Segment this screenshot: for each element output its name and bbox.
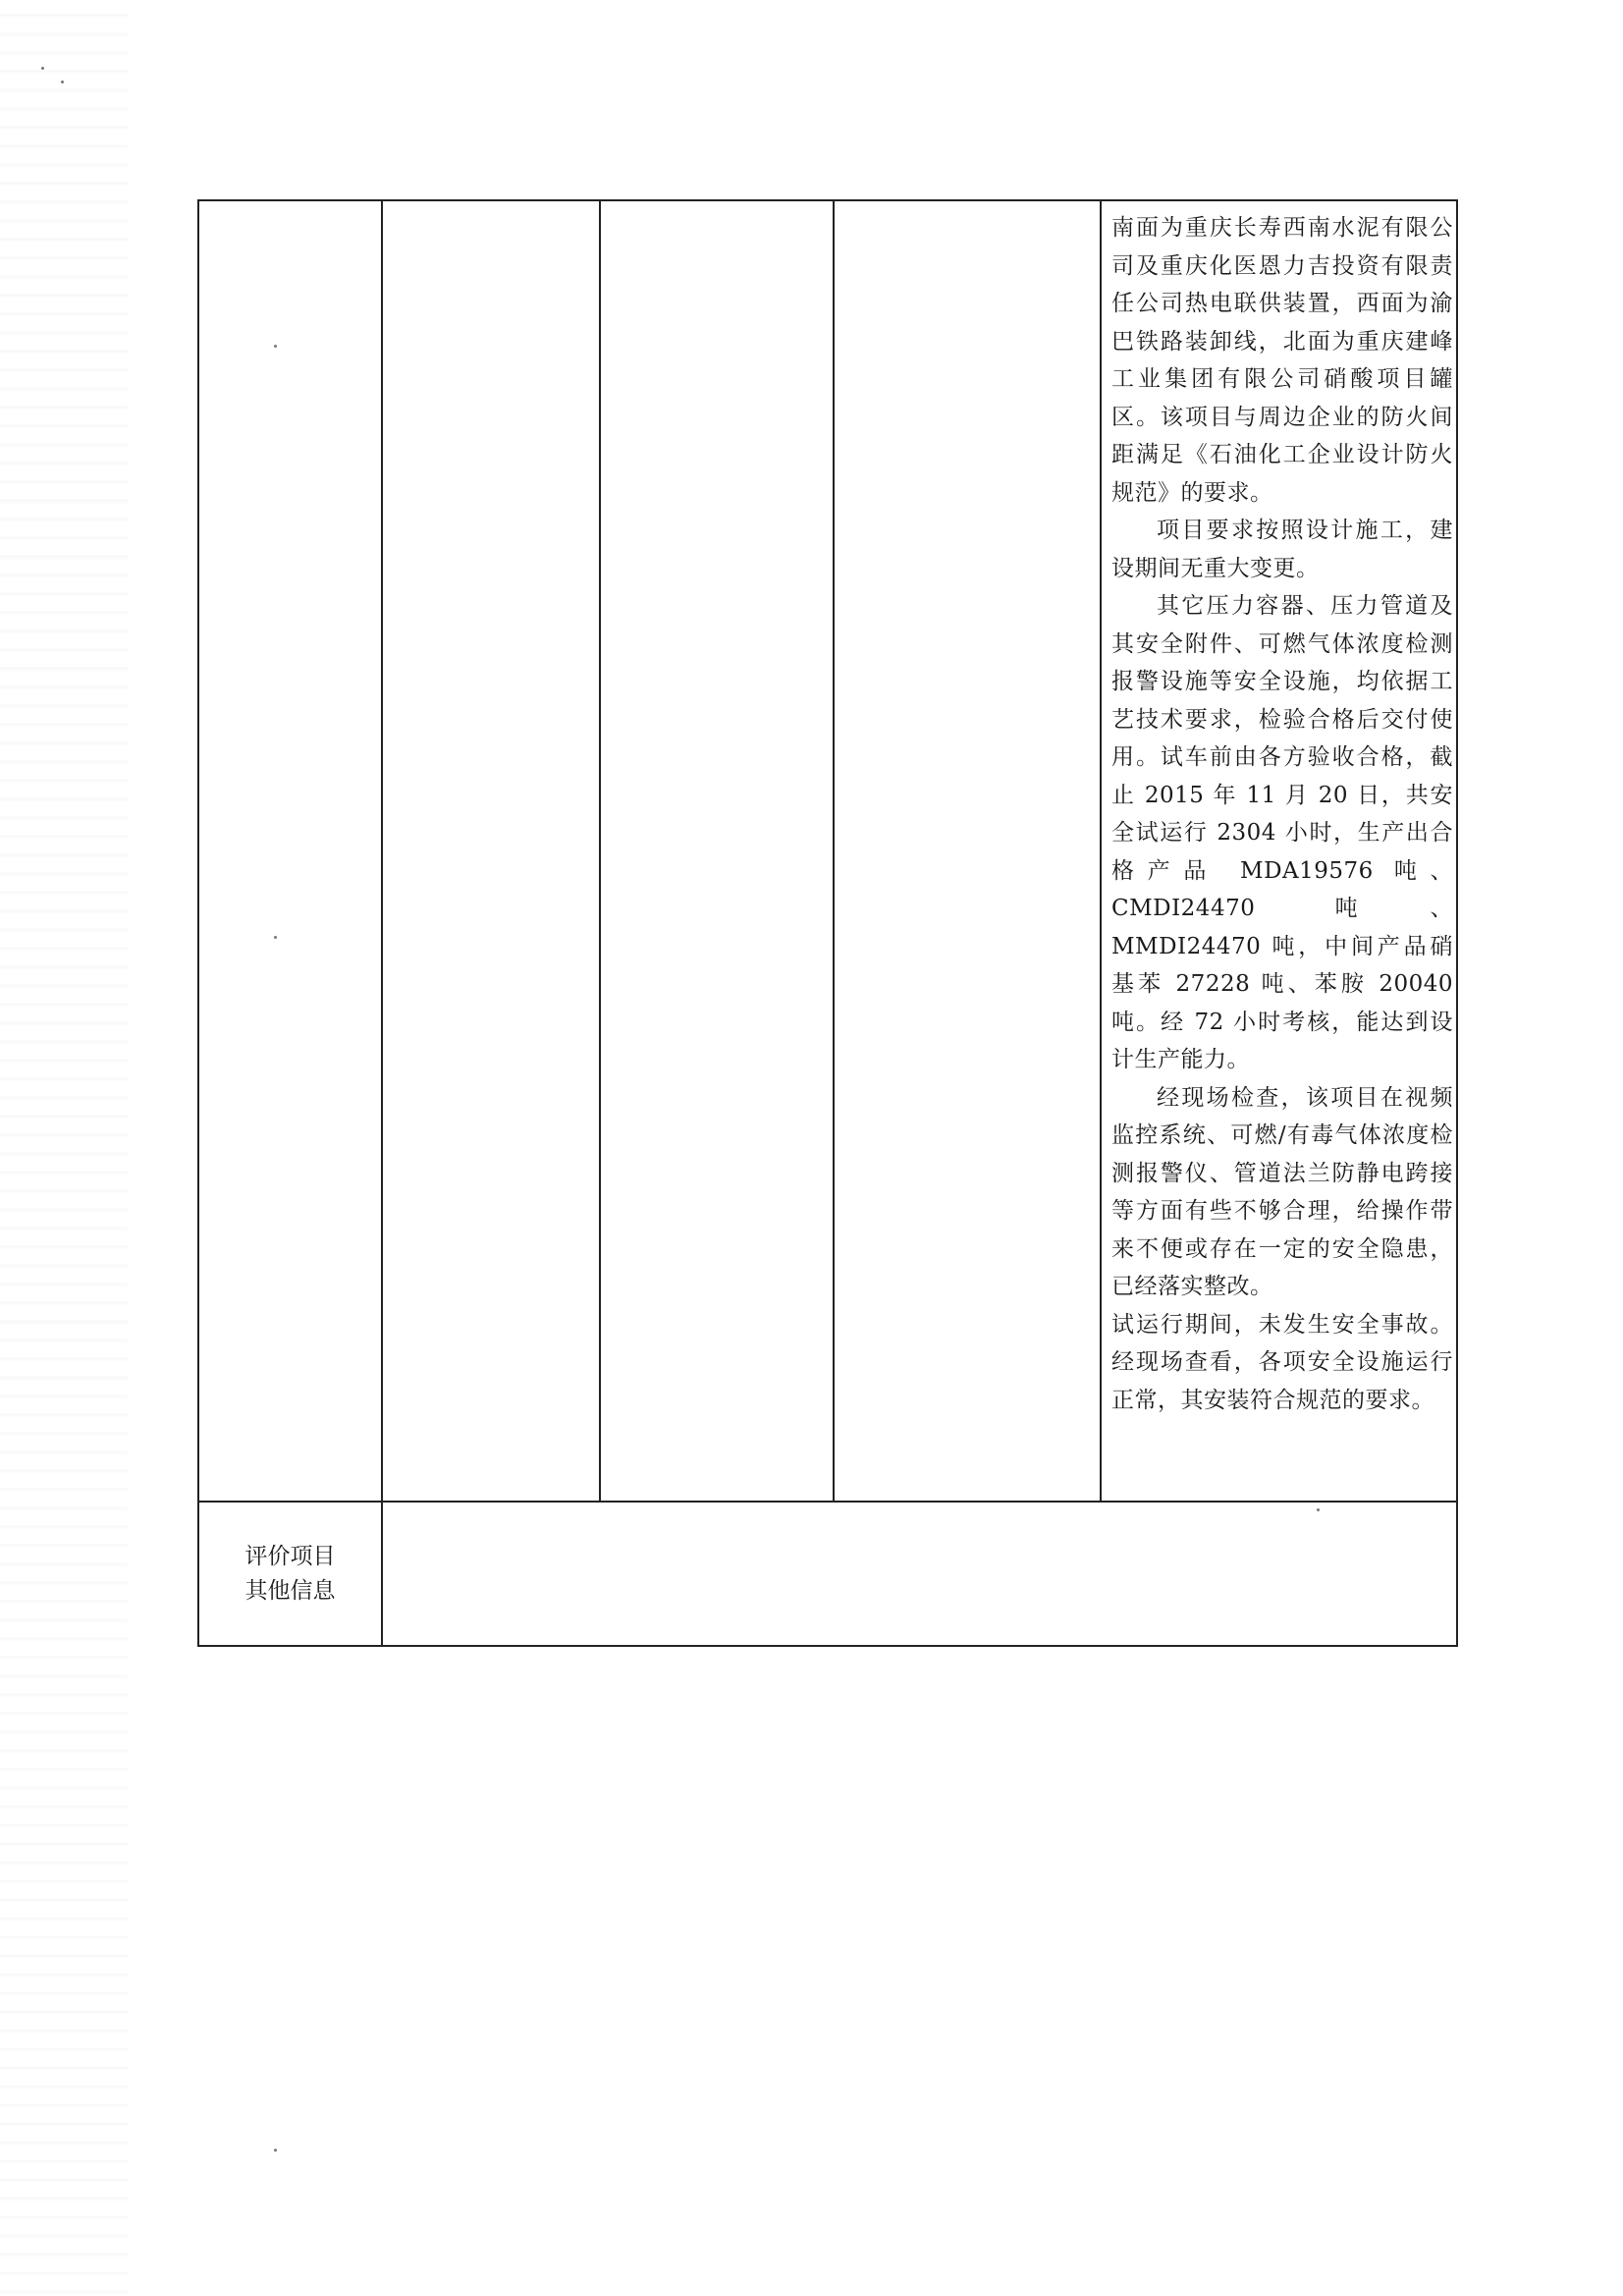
description-paragraph: 南面为重庆长寿西南水泥有限公司及重庆化医恩力吉投资有限责任公司热电联供装置，西面为渝巴铁路装卸线，北面为重庆建峰工业集团有限公司硝酸项目罐区。该项目与周边企业的防火间距满足《石油化工企业设计防火规范》的要求。	[1111, 215, 1453, 506]
column-divider	[381, 1503, 383, 1645]
description-paragraph: 其它压力容器、压力管道及其安全附件、可燃气体浓度检测报警设施等安全设施，均依据工艺技术要求，检验合格后交付使用。试车前由各方验收合格，截止 2015 年 11 月 20 日，共安全试运行 2304 小时，生产出合格产品 MDA19576 吨、CMDI24470 吨、MMDI24470 吨，中间产品硝基苯 27228 吨、苯胺 20040 吨。经 72 小时考核，能达到设计生产能力。	[1111, 593, 1453, 1072]
description-cell	[1111, 209, 1453, 1419]
column-divider	[1100, 201, 1102, 1503]
other-info-label-cell	[199, 1503, 381, 1645]
column-divider	[381, 201, 383, 1503]
description-paragraph: 项目要求按照设计施工，建设期间无重大变更。	[1111, 518, 1453, 581]
column-divider	[833, 201, 835, 1503]
scan-edge-artifact	[0, 0, 128, 2296]
description-paragraph: 试运行期间，未发生安全事故。经现场查看，各项安全设施运行正常，其安装符合规范的要求。	[1111, 1311, 1453, 1413]
column-divider	[599, 201, 601, 1503]
other-info-label-line2: 其他信息	[244, 1577, 336, 1604]
scan-speck	[61, 81, 64, 83]
row-divider	[199, 1501, 1456, 1503]
evaluation-table	[197, 199, 1458, 1647]
other-info-value-cell	[391, 1512, 1441, 1635]
description-paragraph: 经现场检查，该项目在视频监控系统、可燃/有毒气体浓度检测报警仪、管道法兰防静电跨接等方面有些不够合理，给操作带来不便或存在一定的安全隐患，已经落实整改。	[1111, 1084, 1453, 1299]
scan-speck	[274, 2149, 277, 2152]
other-info-label-line1: 评价项目	[244, 1543, 336, 1569]
scan-speck	[41, 67, 44, 70]
